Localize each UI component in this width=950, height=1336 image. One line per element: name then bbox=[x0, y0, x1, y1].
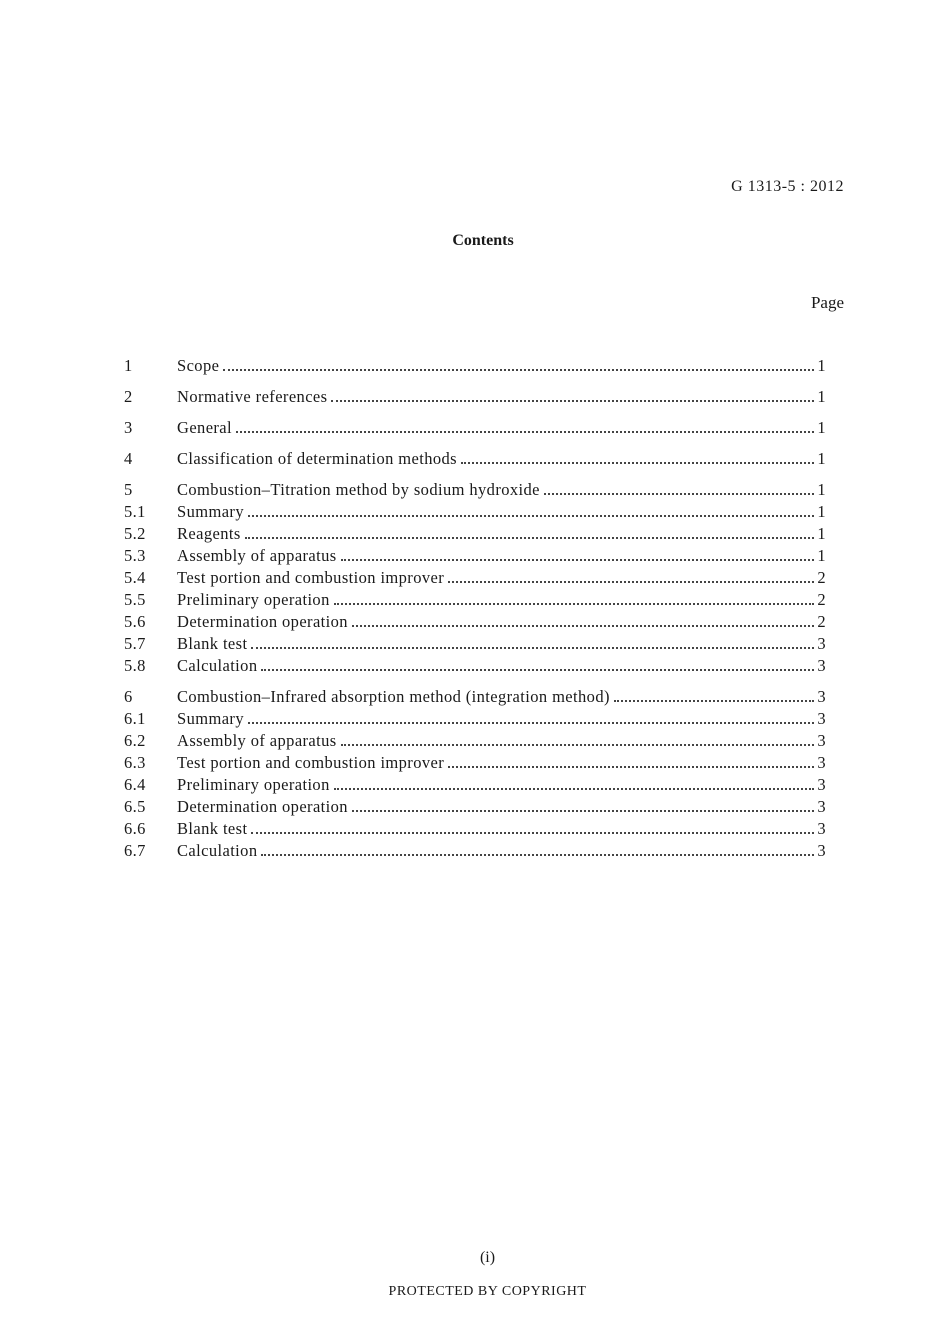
toc-entry-page: 3 bbox=[817, 819, 826, 838]
toc-entry-page: 3 bbox=[817, 687, 826, 706]
toc-entry-number: 6.2 bbox=[124, 731, 146, 750]
dot-leader bbox=[461, 462, 814, 464]
toc-entry-title: Calculation bbox=[177, 841, 258, 860]
toc-entry-number: 2 bbox=[124, 387, 133, 406]
toc-entry-page: 3 bbox=[817, 709, 826, 728]
dot-leader bbox=[248, 515, 814, 517]
dot-leader bbox=[341, 744, 815, 746]
toc-entry-title: Normative references bbox=[177, 387, 328, 406]
toc-entry-number: 4 bbox=[124, 449, 133, 468]
dot-leader bbox=[251, 647, 814, 649]
toc-entry-title: Determination operation bbox=[177, 612, 348, 631]
copyright-notice: PROTECTED BY COPYRIGHT bbox=[388, 1284, 587, 1299]
toc-entry-page: 3 bbox=[817, 841, 826, 860]
toc-entry-page: 2 bbox=[817, 612, 826, 631]
toc-entry-title: Assembly of apparatus bbox=[177, 731, 337, 750]
toc-entry-number: 5 bbox=[124, 480, 133, 499]
toc-entry-title: Reagents bbox=[177, 524, 241, 543]
dot-leader bbox=[448, 581, 814, 583]
dot-leader bbox=[448, 766, 814, 768]
toc-entry-number: 6.3 bbox=[124, 753, 146, 772]
toc-entry-number: 6.6 bbox=[124, 819, 146, 838]
toc-entry-number: 6 bbox=[124, 687, 133, 706]
toc-entry-number: 5.5 bbox=[124, 590, 146, 609]
dot-leader bbox=[261, 669, 814, 671]
toc-entry-page: 1 bbox=[817, 418, 826, 437]
toc-entry-page: 2 bbox=[817, 590, 826, 609]
toc-entry-number: 6.7 bbox=[124, 841, 146, 860]
toc-entry-title: Calculation bbox=[177, 656, 258, 675]
toc-entry-page: 3 bbox=[817, 753, 826, 772]
toc-entry[interactable] bbox=[124, 449, 826, 471]
toc-entry[interactable] bbox=[124, 356, 826, 378]
toc-entry[interactable] bbox=[124, 687, 826, 709]
toc-entry[interactable] bbox=[124, 418, 826, 440]
toc-entry[interactable] bbox=[124, 797, 826, 819]
toc-entry-number: 5.6 bbox=[124, 612, 146, 631]
dot-leader bbox=[352, 625, 814, 627]
contents-title: Contents bbox=[452, 232, 514, 249]
toc-entry-page: 1 bbox=[817, 356, 826, 375]
toc-entry-page: 1 bbox=[817, 524, 826, 543]
dot-leader bbox=[341, 559, 815, 561]
toc-entry[interactable] bbox=[124, 753, 826, 775]
toc-entry-page: 2 bbox=[817, 568, 826, 587]
toc-entry[interactable] bbox=[124, 634, 826, 656]
toc-entry-number: 5.4 bbox=[124, 568, 146, 587]
dot-leader bbox=[334, 788, 815, 790]
toc-entry-page: 3 bbox=[817, 797, 826, 816]
toc-entry-number: 6.5 bbox=[124, 797, 146, 816]
toc-entry-number: 5.3 bbox=[124, 546, 146, 565]
toc-entry-title: Combustion–Titration method by sodium hydroxide bbox=[177, 480, 540, 499]
toc-entry-number: 6.4 bbox=[124, 775, 146, 794]
toc-entry-page: 3 bbox=[817, 656, 826, 675]
dot-leader bbox=[251, 832, 814, 834]
toc-entry-title: Blank test bbox=[177, 634, 248, 653]
toc-entry[interactable] bbox=[124, 546, 826, 568]
toc-entry-title: Preliminary operation bbox=[177, 775, 330, 794]
toc-entry-title: Combustion–Infrared absorption method (integration method) bbox=[177, 687, 610, 706]
toc-entry-number: 5.1 bbox=[124, 502, 146, 521]
toc-entry[interactable] bbox=[124, 568, 826, 590]
toc-entry-title: Preliminary operation bbox=[177, 590, 330, 609]
toc-entry-page: 1 bbox=[817, 480, 826, 499]
dot-leader bbox=[261, 854, 814, 856]
toc-entry[interactable] bbox=[124, 709, 826, 731]
toc-entry-title: Test portion and combustion improver bbox=[177, 753, 445, 772]
toc-entry-title: Determination operation bbox=[177, 797, 348, 816]
toc-entry-title: Blank test bbox=[177, 819, 248, 838]
toc-entry-title: Summary bbox=[177, 709, 244, 728]
dot-leader bbox=[223, 369, 814, 371]
toc-entry-title: Classification of determination methods bbox=[177, 449, 458, 468]
toc-entry-number: 5.7 bbox=[124, 634, 146, 653]
toc-entry-page: 3 bbox=[817, 634, 826, 653]
toc-entry[interactable] bbox=[124, 819, 826, 841]
toc-entry[interactable] bbox=[124, 612, 826, 634]
toc-entry-page: 3 bbox=[817, 731, 826, 750]
dot-leader bbox=[331, 400, 814, 402]
dot-leader bbox=[236, 431, 814, 433]
toc-entry-title: General bbox=[177, 418, 233, 437]
toc-entry-number: 5.2 bbox=[124, 524, 146, 543]
toc-entry-page: 1 bbox=[817, 502, 826, 521]
toc-entry[interactable] bbox=[124, 387, 826, 409]
toc-entry-title: Scope bbox=[177, 356, 220, 375]
toc-entry[interactable] bbox=[124, 502, 826, 524]
page-folio: (i) bbox=[479, 1249, 496, 1266]
toc-entry-page: 1 bbox=[817, 387, 826, 406]
toc-entry-number: 3 bbox=[124, 418, 133, 437]
toc-entry[interactable] bbox=[124, 480, 826, 502]
toc-entry-number: 1 bbox=[124, 356, 133, 375]
dot-leader bbox=[544, 493, 814, 495]
toc-entry-number: 5.8 bbox=[124, 656, 146, 675]
toc-entry-title: Test portion and combustion improver bbox=[177, 568, 445, 587]
toc-entry[interactable] bbox=[124, 590, 826, 612]
toc-entry[interactable] bbox=[124, 656, 826, 678]
dot-leader bbox=[352, 810, 814, 812]
toc-entry[interactable] bbox=[124, 731, 826, 753]
document-id: G 1313-5 : 2012 bbox=[731, 178, 844, 195]
toc-entry[interactable] bbox=[124, 841, 826, 863]
toc-entry[interactable] bbox=[124, 524, 826, 546]
table-of-contents bbox=[124, 356, 826, 863]
toc-entry-page: 3 bbox=[817, 775, 826, 794]
toc-entry-title: Assembly of apparatus bbox=[177, 546, 337, 565]
dot-leader bbox=[334, 603, 815, 605]
dot-leader bbox=[614, 700, 814, 702]
toc-entry-page: 1 bbox=[817, 546, 826, 565]
toc-entry-number: 6.1 bbox=[124, 709, 146, 728]
page-column-heading: Page bbox=[810, 293, 844, 312]
toc-entry-title: Summary bbox=[177, 502, 244, 521]
dot-leader bbox=[245, 537, 815, 539]
dot-leader bbox=[248, 722, 814, 724]
toc-entry[interactable] bbox=[124, 775, 826, 797]
toc-entry-page: 1 bbox=[817, 449, 826, 468]
